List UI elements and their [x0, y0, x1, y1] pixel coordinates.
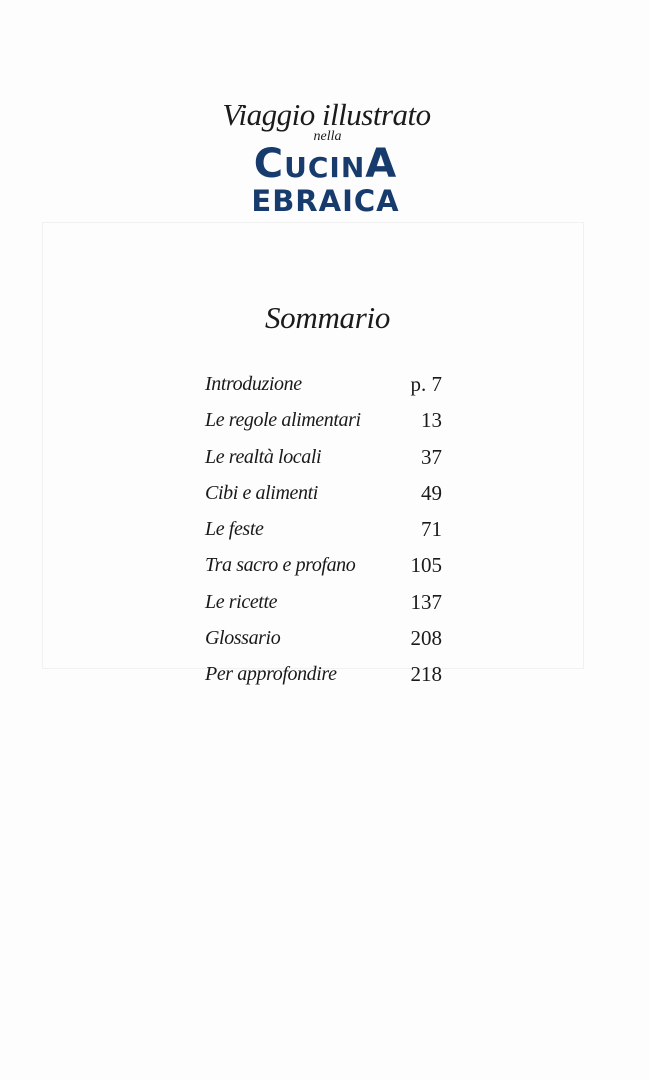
brand-letter-a: A — [365, 141, 398, 187]
table-of-contents — [205, 366, 442, 693]
toc-heading: Sommario — [264, 300, 391, 335]
toc-entry-label: Glossario — [205, 627, 281, 650]
toc-entry-label: Le realtà locali — [205, 445, 322, 468]
toc-entry — [205, 656, 442, 692]
toc-entry-label: Le feste — [205, 518, 264, 541]
toc-entry — [205, 402, 442, 438]
toc-entry-page: 37 — [421, 444, 442, 469]
toc-entry-page: 71 — [421, 517, 442, 542]
brand-letters-mid: UCIN — [284, 151, 366, 184]
toc-entry-page: p. 7 — [410, 372, 442, 396]
toc-entry — [205, 511, 442, 547]
toc-entry — [205, 620, 442, 656]
toc-entry-page: 105 — [410, 553, 442, 578]
toc-entry-page: 137 — [410, 589, 442, 614]
toc-entry — [205, 475, 442, 511]
title-line-1: Viaggio illustrato — [222, 97, 431, 132]
book-title — [0, 98, 649, 216]
brand-line-1 — [0, 141, 649, 188]
title-line-2: nella — [313, 129, 342, 144]
toc-entry-label: Cibi e alimenti — [205, 481, 318, 504]
toc-entry-label: Tra sacro e profano — [205, 554, 356, 577]
toc-entry-label: Introduzione — [205, 373, 302, 395]
toc-entry-label: Per approfondire — [205, 663, 337, 686]
toc-entry — [205, 439, 442, 475]
toc-entry-page: 208 — [410, 626, 442, 651]
toc-entry-label: Le ricette — [205, 590, 278, 613]
brand-letter-c: C — [253, 141, 285, 187]
toc-entry-label: Le regole alimentari — [205, 409, 361, 432]
toc-entry-page: 218 — [410, 662, 442, 687]
toc-entry-page: 49 — [421, 480, 442, 505]
brand-line-2: EBRAICA — [251, 184, 400, 218]
toc-entry — [205, 584, 442, 620]
toc-entry — [205, 366, 442, 402]
toc-entry-page: 13 — [421, 408, 442, 433]
toc-entry — [205, 547, 442, 583]
